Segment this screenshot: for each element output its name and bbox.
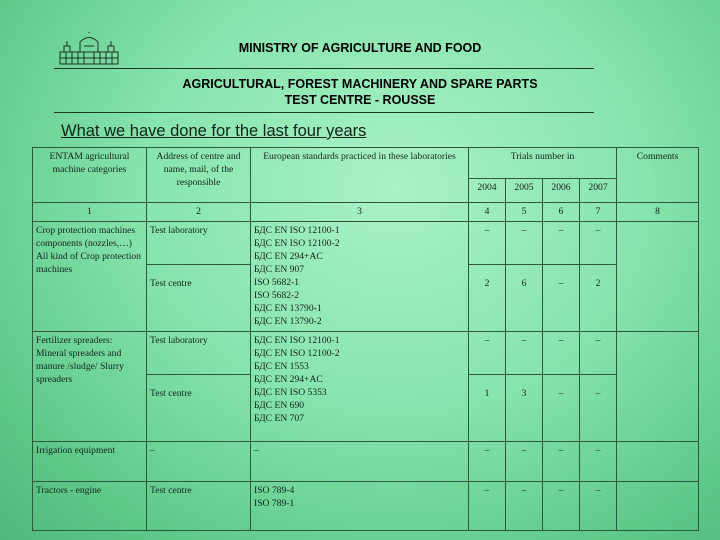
- trial-count: 6: [506, 265, 543, 332]
- column-number: 6: [543, 203, 580, 222]
- trial-count: 1: [469, 375, 506, 442]
- trial-count: –: [580, 375, 617, 442]
- address-cell: Test centre: [147, 375, 251, 442]
- trial-count: 2: [469, 265, 506, 332]
- header-divider-top: [54, 68, 594, 69]
- comments-cell: [617, 332, 699, 442]
- column-number: 3: [251, 203, 469, 222]
- comments-cell: [617, 482, 699, 531]
- trial-count: –: [543, 332, 580, 375]
- category-cell: Crop protection machines components (nozzles,…) All kind of Crop protection machines: [33, 222, 147, 332]
- header-year: 2007: [580, 179, 617, 203]
- standard-item: БДС EN 907: [254, 264, 305, 275]
- category-cell: Irrigation equipment: [33, 442, 147, 482]
- header-comments: Comments: [617, 148, 699, 203]
- standards-cell: –: [251, 442, 469, 482]
- trial-count: –: [506, 442, 543, 482]
- trial-count: –: [543, 375, 580, 442]
- column-number-row: [33, 203, 699, 222]
- standard-item: БДС EN 13790-1: [254, 303, 322, 314]
- category-cell: Fertilizer spreaders: Mineral spreaders and manure /sludge/ Slurry spreaders: [33, 332, 147, 442]
- trial-count: –: [506, 332, 543, 375]
- header-year: 2004: [469, 179, 506, 203]
- standard-item: ISO 789-1: [254, 498, 295, 509]
- trial-count: –: [469, 482, 506, 531]
- standard-item: БДС EN ISO 12100-1: [254, 335, 340, 346]
- table-row: [33, 222, 699, 265]
- centre-title-line1: AGRICULTURAL, FOREST MACHINERY AND SPARE PARTS: [182, 77, 538, 91]
- column-number: 7: [580, 203, 617, 222]
- standard-item: БДС EN ISO 12100-1: [254, 225, 340, 236]
- table-row: [33, 442, 699, 482]
- address-cell: Test centre: [147, 265, 251, 332]
- section-title: What we have done for the last four years: [61, 122, 367, 140]
- standard-item: ISO 5682-2: [254, 290, 300, 301]
- trial-count: –: [469, 332, 506, 375]
- standards-cell: [251, 332, 469, 442]
- trial-count: 2: [580, 265, 617, 332]
- trials-table: [32, 147, 699, 531]
- standard-item: ISO 5682-1: [254, 277, 300, 288]
- column-number: 2: [147, 203, 251, 222]
- header-year: 2005: [506, 179, 543, 203]
- table-header-row: [33, 148, 699, 179]
- standard-item: БДС EN 1553: [254, 361, 309, 372]
- comments-cell: [617, 222, 699, 332]
- header-address: Address of centre and name, mail, of the responsible: [147, 148, 251, 203]
- trial-count: –: [543, 482, 580, 531]
- standard-item: БДС EN 690: [254, 400, 305, 411]
- standards-cell: [251, 482, 469, 531]
- ministry-title: MINISTRY OF AGRICULTURE AND FOOD: [238, 41, 482, 55]
- standards-cell: [251, 222, 469, 332]
- trial-count: –: [506, 222, 543, 265]
- trial-count: –: [580, 482, 617, 531]
- column-number: 5: [506, 203, 543, 222]
- column-number: 1: [33, 203, 147, 222]
- standard-item: БДС EN ISO 12100-2: [254, 238, 340, 249]
- address-cell: Test laboratory: [147, 222, 251, 265]
- header-year: 2006: [543, 179, 580, 203]
- address-cell: –: [147, 442, 251, 482]
- address-cell: Test laboratory: [147, 332, 251, 375]
- trial-count: 3: [506, 375, 543, 442]
- trial-count: –: [543, 265, 580, 332]
- standard-item: БДС EN 294+AC: [254, 251, 323, 262]
- standard-item: БДС EN 13790-2: [254, 316, 322, 327]
- header-divider-bottom: [54, 112, 594, 113]
- comments-cell: [617, 442, 699, 482]
- table-row: [33, 332, 699, 375]
- standard-item: БДС EN 294+AC: [254, 374, 323, 385]
- standard-item: БДС EN ISO 12100-2: [254, 348, 340, 359]
- trial-count: –: [580, 332, 617, 375]
- column-number: 8: [617, 203, 699, 222]
- trial-count: –: [469, 222, 506, 265]
- standard-item: БДС EN ISO 5353: [254, 387, 327, 398]
- header-standards: European standards practiced in these laboratories: [251, 148, 469, 203]
- trial-count: –: [543, 222, 580, 265]
- trial-count: –: [506, 482, 543, 531]
- header-categories: ENTAM agricultural machine categories: [33, 148, 147, 203]
- trial-count: –: [580, 442, 617, 482]
- standard-item: БДС EN 707: [254, 413, 305, 424]
- trial-count: –: [543, 442, 580, 482]
- trial-count: –: [469, 442, 506, 482]
- standard-item: ISO 789-4: [254, 485, 295, 496]
- column-number: 4: [469, 203, 506, 222]
- header-trials: Trials number in: [469, 148, 617, 179]
- table-row: [33, 482, 699, 531]
- category-cell: Tractors - engine: [33, 482, 147, 531]
- address-cell: Test centre: [147, 482, 251, 531]
- trial-count: –: [580, 222, 617, 265]
- centre-title-line2: TEST CENTRE - ROUSSE: [284, 93, 436, 107]
